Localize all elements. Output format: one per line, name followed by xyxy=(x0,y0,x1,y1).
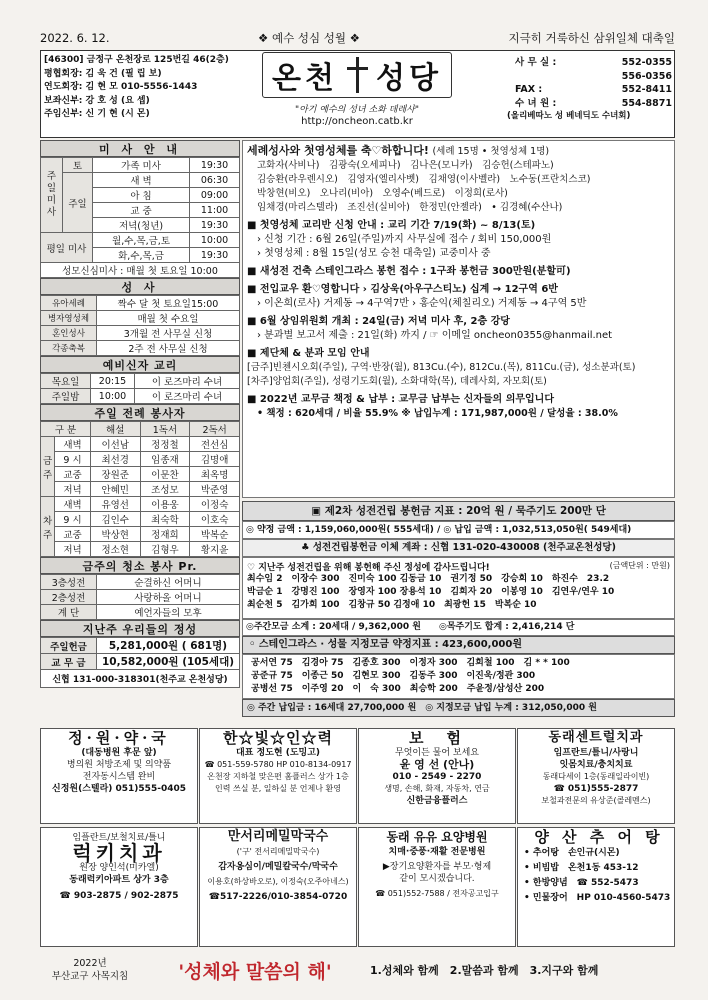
mass-time: 19:30 xyxy=(190,158,240,173)
stain-donor-line: 공준규 75 이종근 50 김현모 300 김동주 300 이진욱/정관 300 xyxy=(251,671,536,681)
offering-type: 교 무 금 xyxy=(41,654,97,670)
server-cell: 박상현 xyxy=(90,527,140,542)
offering-type: 주일헌금 xyxy=(41,638,97,654)
server-cell: 새벽 xyxy=(55,437,91,452)
ad-title: 한☆빛☆인☆력 xyxy=(223,729,333,747)
ad-line: • 비빔밥 온천1동 453-12 xyxy=(524,863,639,873)
mass-name: 화,수,목,금 xyxy=(93,248,190,263)
ad-title: 정·원·약·국 xyxy=(68,729,170,747)
footer-year: 2022년 xyxy=(73,958,107,969)
ad-line: 대표 정도현 (도밍고) xyxy=(235,748,321,758)
ad-line: ☎ 903-2875 / 902-2875 xyxy=(59,891,179,901)
notice-detail: › 첫영성체 : 8월 15일(성모 승천 대축일) 교중미사 중 xyxy=(257,248,491,259)
footer-points: 1.성체와 함께 2.말씀과 함께 3.지구와 함께 xyxy=(370,964,599,977)
ad-title: 동래 유유 요양병원 xyxy=(386,830,488,844)
ad-loach-soup xyxy=(517,827,675,947)
ad-line: 동래다세이 1층(동래일라이빈) xyxy=(542,772,650,781)
cleaning-group: 예언자들의 모후 xyxy=(97,605,240,620)
thanks-text: ♡ 지난주 성전건립을 위해 봉헌해 주신 정성에 감사드립니다! xyxy=(247,563,490,573)
ad-noodles xyxy=(199,827,357,947)
stained-glass-sum: ◎ 주간 납입금 : 16세대 27,700,000 원 ◎ 지정모금 납입 누계 : 312,050,000 원 xyxy=(242,699,675,717)
ad-title: 만서리메밀막국수 xyxy=(227,829,329,844)
weekday-label: 평일 미사 xyxy=(41,233,93,263)
stain-donor-line: 공서연 75 김경아 75 김종호 300 이정자 300 김희철 100 김 * * 100 xyxy=(251,658,570,668)
ad-line: • 추어탕 손인규(시몬) xyxy=(524,848,620,858)
ad-title: 동래센트럴치과 xyxy=(548,730,644,745)
news-box xyxy=(242,140,675,498)
server-cell: 박복순 xyxy=(190,527,240,542)
website-url[interactable]: http://oncheon.catb.kr xyxy=(301,116,413,127)
mass-time: 19:30 xyxy=(190,248,240,263)
ad-pharmacy xyxy=(40,728,198,824)
class-teacher: 이 로즈마리 수녀 xyxy=(135,374,240,389)
slogan xyxy=(262,104,452,128)
sun-label: 주일 xyxy=(63,173,93,233)
donor-box xyxy=(242,557,675,619)
server-cell: 이호숙 xyxy=(190,512,240,527)
ad-line: (대동병원 후문 앞) xyxy=(81,748,157,758)
top-bar xyxy=(40,28,675,48)
ad-line: ☎ 051)552-7588 / 전자공고입구 xyxy=(375,889,499,898)
server-cell: 장원준 xyxy=(90,467,140,482)
server-cell: 박준영 xyxy=(190,482,240,497)
newcomer-notice: ■ 전입교우 환♡영합니다 › 김상욱(아우구스티노) 십계 → 12구역 6반 xyxy=(247,284,558,295)
meeting-notice: ■ 제단체 & 분과 모임 안내 xyxy=(247,348,370,359)
notice-detail: [금주]빈첸시오회(주일), 구역·반장(월), 813Cu.(수), 812Cu.(목), 811Cu.(금), 성소분과(토) xyxy=(247,362,636,373)
col-head: 1독서 xyxy=(140,422,190,437)
donor-line: 최수임 2 이장수 300 진미숙 100 김동금 10 권기정 50 강승희 10 하진수 23.2 xyxy=(247,574,610,584)
ad-line: 온천장 지하철 맞은편 홈플러스 상가 1층 xyxy=(207,772,349,781)
donor-line: 최순천 5 김가희 100 김창규 50 김정애 10 최광헌 15 박복순 10 xyxy=(247,600,537,610)
server-cell: 9 시 xyxy=(55,452,91,467)
ad-line: 신정원(스텔라) 051)555-0405 xyxy=(52,784,186,794)
ad-line: 신한금융플러스 xyxy=(406,796,468,806)
parish-logo xyxy=(262,52,452,98)
ad-line: 임플란트/보철치료/틀니 xyxy=(72,833,166,843)
ad-line: ☎517-2226/010-3854-0720 xyxy=(208,892,348,902)
sacrament-name: 혼인성사 xyxy=(41,326,97,341)
cross-icon xyxy=(344,55,370,95)
address-line: 평협회장: 김 욱 건 (필 립 보) xyxy=(44,68,162,79)
mass-name: 아 침 xyxy=(93,188,190,203)
col-head: 해설 xyxy=(90,422,140,437)
ad-line: ☎ 051)555-2877 xyxy=(553,784,639,794)
ad-line: • 민물장어 HP 010-4560-5473 xyxy=(524,893,671,903)
address-line: [46300] 금정구 온천장로 125번길 46(2층) xyxy=(44,55,229,65)
server-cell: 이문찬 xyxy=(140,467,190,482)
col-head: 2독서 xyxy=(190,422,240,437)
sacrament-info: 2주 전 사무실 신청 xyxy=(97,341,240,356)
server-cell: 이용웅 xyxy=(140,497,190,512)
address-line: 주임신부: 신 기 현 (시 몬) xyxy=(44,109,150,119)
server-cell: 교중 xyxy=(55,527,91,542)
notice-detail: › 이온희(로사) 거제동 → 4구역7반 › 홍순익(체칠리오) 거제동 → 4구역 5반 xyxy=(257,298,587,309)
baptism-names: 박창현(비오) 오나리(비아) 오영수(베드로) 이정희(로사) xyxy=(257,188,508,199)
ad-line: 동래럭키아파트 상가 3층 xyxy=(69,875,169,885)
server-cell: 새벽 xyxy=(55,497,91,512)
contact-value: 556-0356 xyxy=(621,70,672,82)
ad-line: 잇몸치료/충치치료 xyxy=(559,760,633,770)
offering-title: 지난주 우리들의 정성 xyxy=(40,620,240,637)
ad-line: 생명, 손해, 화재, 자동차, 연금 xyxy=(384,784,490,793)
stained-glass-box xyxy=(242,654,675,699)
cleaning-title: 금주의 청소 봉사 Pr. xyxy=(40,557,240,574)
mass-name: 저녁(청년) xyxy=(93,218,190,233)
class-day: 목요일 xyxy=(41,374,91,389)
stain-donor-line: 공병선 75 이주영 20 이 숙 300 최승학 200 주윤정/삼성산 200 xyxy=(251,684,545,694)
building-fund-title: ▣ 제2차 성전건립 봉헌금 지표 : 20억 원 / 묵주기도 200만 단 xyxy=(242,501,675,521)
sacrament-name: 각종축복 xyxy=(41,341,97,356)
mass-name: 월,수,목,금,토 xyxy=(93,233,190,248)
ad-line: ▶장기요양환자를 부모·형제 xyxy=(382,862,492,872)
cleaning-group: 순결하신 어머니 xyxy=(97,575,240,590)
unit-text: (금액단위 : 만원) xyxy=(609,561,670,570)
ad-line: • 한방양념 ☎ 552-5473 xyxy=(524,878,639,888)
offering-amount: 5,281,000원 ( 681명) xyxy=(97,638,240,654)
ad-line: ☎ 051-559-5780 HP 010-8134-0917 xyxy=(204,760,352,769)
ad-line: 전자동시스템 완비 xyxy=(82,772,156,782)
mass-time: 09:00 xyxy=(190,188,240,203)
server-cell: 유영선 xyxy=(90,497,140,512)
baptism-names: 임채경(마리스텔라) 조진선(실비아) 한정민(안젤라) • 김경혜(수산나) xyxy=(257,202,563,213)
building-account: ♣ 성전건립봉헌금 이체 계좌 : 신협 131-020-430008 (천주교온천성당) xyxy=(242,539,675,557)
this-week-label: 금주 xyxy=(41,437,55,497)
contact-label: FAX : xyxy=(515,84,543,95)
ad-nursing-hospital xyxy=(358,827,516,947)
address-line: 연도회장: 김 현 모 010-5556-1443 xyxy=(44,82,198,92)
address-line: 보좌신부: 강 호 성 (요 셉) xyxy=(44,95,150,106)
ads-area xyxy=(40,728,675,948)
cleaning-area: 3층성전 xyxy=(41,575,97,590)
catechumen-table xyxy=(40,373,240,404)
server-cell: 9 시 xyxy=(55,512,91,527)
mass-name: 교 중 xyxy=(93,203,190,218)
notice-detail: • 책정 : 620세대 / 비율 55.9% ※ 납입누계 : 171,987,000원 / 달성율 : 38.0% xyxy=(257,408,618,419)
sacrament-title: 성 사 xyxy=(40,278,240,295)
server-cell: 최옥명 xyxy=(190,467,240,482)
baptism-names: 고화자(사비나) 김광숙(오세피나) 김나은(모니카) 김승헌(스테파노) xyxy=(257,160,554,171)
baptism-title: 세례성사와 첫영성체를 축♡하합니다! xyxy=(247,144,429,157)
committee-notice: ■ 6월 상임위원회 개최 : 24일(금) 저녁 미사 후, 2층 강당 xyxy=(247,316,510,327)
stained-glass-notice: ■ 새성전 건축 스테인그라스 봉헌 접수 : 1구좌 봉헌금 300만원(분할可) xyxy=(247,266,571,277)
server-cell: 조성모 xyxy=(140,482,190,497)
contact-value: 554-8871 xyxy=(621,97,672,109)
diocese-guideline xyxy=(40,957,140,983)
ad-line: 윤 영 선 (안나) xyxy=(399,758,475,771)
server-cell: 임종재 xyxy=(140,452,190,467)
mass-time: 19:30 xyxy=(190,218,240,233)
offering-amount: 10,582,000원 (105세대) xyxy=(97,654,240,670)
ad-lucky-dental xyxy=(40,827,198,947)
server-cell: 정소현 xyxy=(90,542,140,557)
ad-title: 럭키치과 xyxy=(72,841,166,865)
ad-title: 보 험 xyxy=(409,729,465,747)
ad-line: 보철과전문의 유상준(콜레멘스) xyxy=(541,796,651,805)
contact-label: 사 무 실 : xyxy=(515,57,557,68)
tithe-notice: ■ 2022년 교무금 책정 & 납부 : 교무금 납부는 신자들의 의무입니다 xyxy=(247,394,554,405)
address-block xyxy=(44,54,234,122)
cleaning-table xyxy=(40,574,240,620)
logo-text-left: 온천 xyxy=(272,61,338,96)
ad-line: 010 - 2549 - 2270 xyxy=(392,772,482,782)
servers-table xyxy=(40,421,240,557)
cleaning-area: 2층성전 xyxy=(41,590,97,605)
sacrament-table xyxy=(40,295,240,356)
catechumen-title: 예비신자 교리 xyxy=(40,356,240,373)
server-cell: 전선심 xyxy=(190,437,240,452)
mass-time: 11:00 xyxy=(190,203,240,218)
ad-line: 치매·중풍·재활 전문병원 xyxy=(388,847,486,857)
cleaning-area: 계 단 xyxy=(41,605,97,620)
month-title: ❖ 예수 성심 성월 ❖ xyxy=(258,31,360,45)
building-pledge: ◎ 약정 금액 : 1,159,060,000원( 555세대) / ◎ 납입 금액 : 1,032,513,050원( 549세대) xyxy=(242,521,675,539)
stained-glass-title: ◦ 스테인그라스 · 성물 지정모금 약정지표 : 423,600,000원 xyxy=(242,636,675,654)
offering-account: 신협 131-000-318301(천주교 온천성당) xyxy=(41,670,240,688)
nuns-name: (올리베따노 성 베네딕도 수녀회) xyxy=(507,111,631,121)
class-teacher: 이 로즈마리 수녀 xyxy=(135,389,240,404)
sacrament-name: 유아세례 xyxy=(41,296,97,311)
mass-table: 주 일 미 사 토 가족 미사 19:30 주일 새 벽 06:30 아 침 09:00 교 중 11:00 저녁(청년) 19:30 평일 미사 월,수,목,금,토 10:00 화,수,목,금 19:30 성모신심미사 : 매월 첫 토요일 10:00 xyxy=(40,157,240,278)
contact-value: 552-8411 xyxy=(621,84,672,95)
footer-motto: '성체와 말씀의 해' xyxy=(178,960,332,983)
ad-line: 원장 양인석(미카엘) xyxy=(79,863,159,873)
server-cell: 최선경 xyxy=(90,452,140,467)
ad-line: 이용호(하상바오로), 이정숙(오주아네스) xyxy=(207,877,349,886)
server-cell: 안혜민 xyxy=(90,482,140,497)
ad-labor xyxy=(199,728,357,824)
server-cell: 이선남 xyxy=(90,437,140,452)
logo-text-right: 성당 xyxy=(376,61,442,96)
servers-title: 주일 전례 봉사자 xyxy=(40,404,240,421)
ad-line: 무엇이든 물어 보세요 xyxy=(395,748,479,758)
server-cell: 황지윤 xyxy=(190,542,240,557)
mass-time: 06:30 xyxy=(190,173,240,188)
server-cell: 저녁 xyxy=(55,542,91,557)
ad-insurance xyxy=(358,728,516,824)
ad-line: 임프란트/틀니/사랑니 xyxy=(553,748,639,758)
mass-title: 미 사 안 내 xyxy=(40,140,240,157)
ad-line: 인력 쓰실 분, 일하실 분 언제나 환영 xyxy=(215,784,341,793)
feast-title: 지극히 거룩하신 삼위일체 대축일 xyxy=(508,31,675,45)
ad-line: 같이 모시겠습니다. xyxy=(399,874,475,884)
contact-block xyxy=(507,56,672,124)
notice-detail: › 신청 기간 : 6월 26일(주일)까지 사무실에 접수 / 회비 150,000원 xyxy=(257,234,552,245)
sat-label: 토 xyxy=(63,158,93,173)
server-cell: 저녁 xyxy=(55,482,91,497)
baptism-count: (세례 15명 • 첫영성체 1명) xyxy=(432,146,550,157)
donor-line: 박금순 1 강명진 100 장영자 100 장용석 10 김희자 20 이봉영 10 김연우/연우 10 xyxy=(247,587,615,597)
ad-line: 병의원 처방조제 및 의약품 xyxy=(66,760,172,770)
ad-dental-central xyxy=(517,728,675,824)
col-head: 구 분 xyxy=(41,422,91,437)
class-day: 주일밤 xyxy=(41,389,91,404)
issue-date: 2022. 6. 12. xyxy=(40,31,110,45)
class-time: 10:00 xyxy=(91,389,135,404)
baptism-names: 김승환(라우렌시오) 김영자(엘리사벳) 김채영(이사벨라) 노수동(프란치스코) xyxy=(257,174,591,185)
server-cell: 김인수 xyxy=(90,512,140,527)
footer xyxy=(40,950,675,990)
notice-detail: [차주]양업회(주일), 성령기도회(월), 소화대학(목), 데레사회, 자모회(토) xyxy=(247,376,547,387)
left-column xyxy=(40,140,240,688)
contact-label: 수 녀 원 : xyxy=(515,97,557,109)
mass-name: 가족 미사 xyxy=(93,158,190,173)
mass-time: 10:00 xyxy=(190,233,240,248)
ad-line: ('구' 전서리메밀막국수) xyxy=(236,847,320,856)
server-cell: 김명애 xyxy=(190,452,240,467)
sacrament-name: 병자영성체 xyxy=(41,311,97,326)
class-time: 20:15 xyxy=(91,374,135,389)
contact-value: 552-0355 xyxy=(621,57,672,68)
footer-org: 부산교구 사목지침 xyxy=(51,971,129,982)
weekly-sum: ◎주간모금 소계 : 20세대 / 9,362,000 원 ◎목주기도 합계 : 2,416,214 단 xyxy=(242,619,675,636)
first-communion-notice: ■ 첫영성체 교리반 신청 안내 : 교리 기간 7/19(화) ~ 8/13(토) xyxy=(247,220,536,231)
server-cell: 김형우 xyxy=(140,542,190,557)
mass-name: 새 벽 xyxy=(93,173,190,188)
server-cell: 정재희 xyxy=(140,527,190,542)
first-saturday-mass: 성모신심미사 : 매월 첫 토요일 10:00 xyxy=(41,263,240,278)
server-cell: 교중 xyxy=(55,467,91,482)
server-cell: 최숙학 xyxy=(140,512,190,527)
main-column xyxy=(242,140,675,725)
offering-table xyxy=(40,637,240,688)
sacrament-info: 짝수 달 첫 토요일15:00 xyxy=(97,296,240,311)
slogan-text: "아기 예수의 성녀 소화 데레사" xyxy=(294,105,420,115)
notice-detail: › 분과별 보고서 제출 : 21일(화) 까지 / ☞ 이메일 oncheon0355@hanmail.net xyxy=(257,330,613,341)
cleaning-group: 사랑하올 어머니 xyxy=(97,590,240,605)
next-week-label: 차주 xyxy=(41,497,55,557)
server-cell: 이정숙 xyxy=(190,497,240,512)
sacrament-info: 3개월 전 사무실 신청 xyxy=(97,326,240,341)
ad-line: 감자옹심이/메밀칼국수/막국수 xyxy=(218,862,338,872)
sacrament-info: 매월 첫 수요일 xyxy=(97,311,240,326)
ad-title: 양 산 추 어 탕 xyxy=(534,828,664,846)
server-cell: 정정철 xyxy=(140,437,190,452)
